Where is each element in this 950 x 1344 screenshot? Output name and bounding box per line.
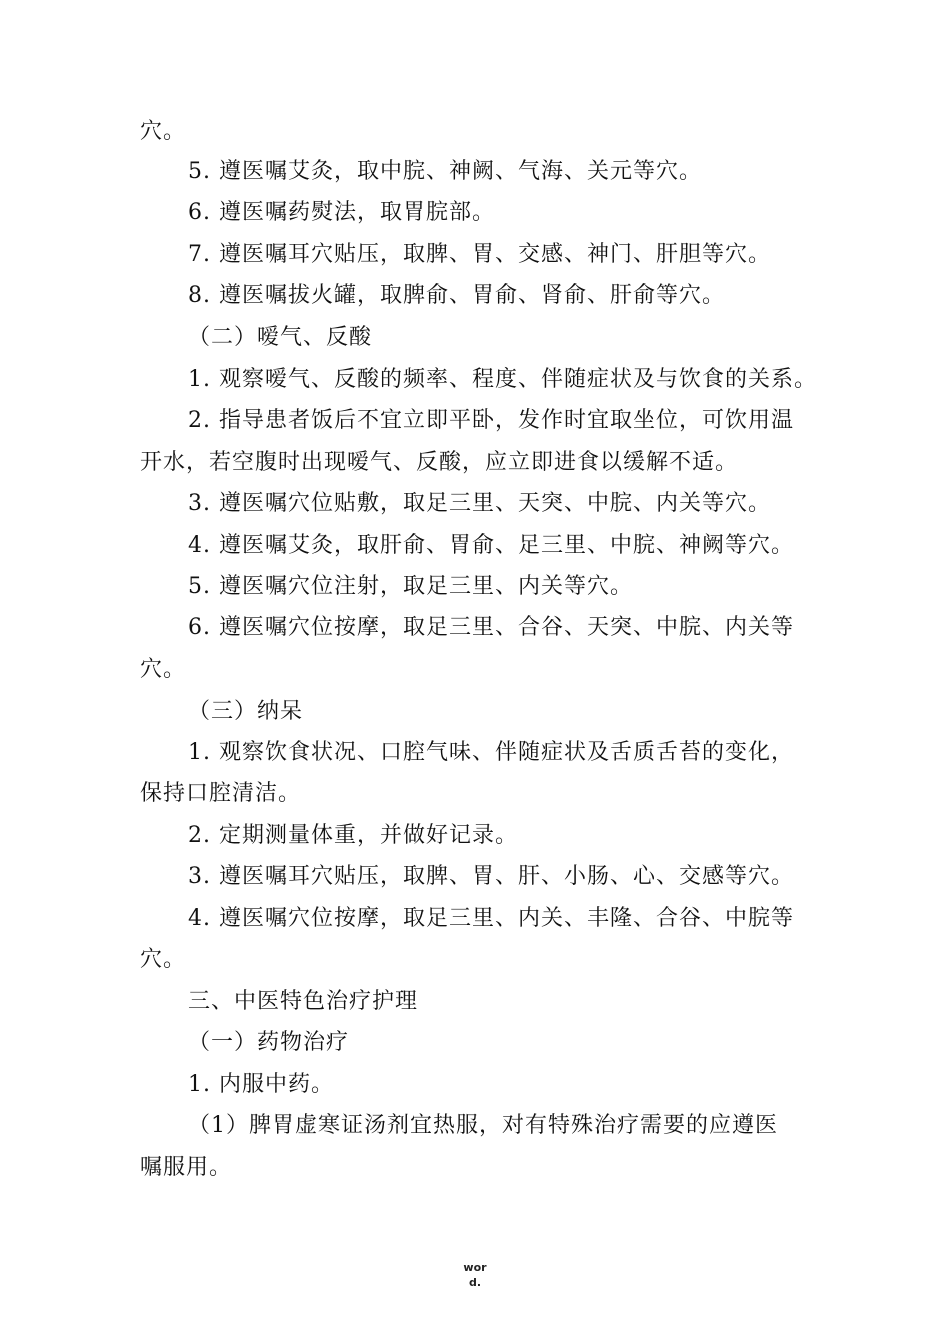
section-heading: （一）药物治疗: [188, 1030, 350, 1055]
text-line: 穴。: [140, 657, 187, 682]
footer-text-line-1: wor: [463, 1261, 487, 1274]
text-line: 穴。: [140, 119, 187, 144]
text-line: 1. 观察嗳气、反酸的频率、程度、伴随症状及与饮食的关系。: [188, 367, 817, 392]
section-heading: （三）纳呆: [188, 699, 304, 724]
footer-text-line-2: d.: [468, 1276, 482, 1289]
section-heading: 三、中医特色治疗护理: [188, 989, 419, 1014]
text-line: 1. 观察饮食状况、口腔气味、伴随症状及舌质舌苔的变化，: [188, 740, 794, 765]
text-line: 5. 遵医嘱艾灸，取中脘、神阙、气海、关元等穴。: [188, 159, 702, 184]
text-line: 保持口腔清洁。: [140, 781, 302, 806]
text-line: 2. 指导患者饭后不宜立即平卧，发作时宜取坐位，可饮用温: [188, 408, 794, 433]
text-line: 4. 遵医嘱艾灸，取肝俞、胃俞、足三里、中脘、神阙等穴。: [188, 533, 794, 558]
text-line: 4. 遵医嘱穴位按摩，取足三里、内关、丰隆、合谷、中脘等: [188, 906, 794, 931]
text-line: 嘱服用。: [140, 1155, 233, 1180]
text-line: 8. 遵医嘱拔火罐，取脾俞、胃俞、肾俞、肝俞等穴。: [188, 283, 725, 308]
text-line: 3. 遵医嘱耳穴贴压，取脾、胃、肝、小肠、心、交感等穴。: [188, 864, 794, 889]
text-line: （1）脾胃虚寒证汤剂宜热服，对有特殊治疗需要的应遵医: [188, 1113, 778, 1138]
text-line: 6. 遵医嘱药熨法，取胃脘部。: [188, 200, 495, 225]
page-footer: [455, 1260, 495, 1290]
text-line: 1. 内服中药。: [188, 1072, 334, 1097]
text-line: 穴。: [140, 947, 187, 972]
text-line: 3. 遵医嘱穴位贴敷，取足三里、天突、中脘、内关等穴。: [188, 491, 771, 516]
text-line: 2. 定期测量体重，并做好记录。: [188, 823, 518, 848]
text-line: 6. 遵医嘱穴位按摩，取足三里、合谷、天突、中脘、内关等: [188, 615, 794, 640]
text-line: 7. 遵医嘱耳穴贴压，取脾、胃、交感、神门、肝胆等穴。: [188, 242, 771, 267]
text-line: 5. 遵医嘱穴位注射，取足三里、内关等穴。: [188, 574, 633, 599]
section-heading: （二）嗳气、反酸: [188, 325, 373, 350]
text-line: 开水，若空腹时出现嗳气、反酸，应立即进食以缓解不适。: [140, 450, 739, 475]
